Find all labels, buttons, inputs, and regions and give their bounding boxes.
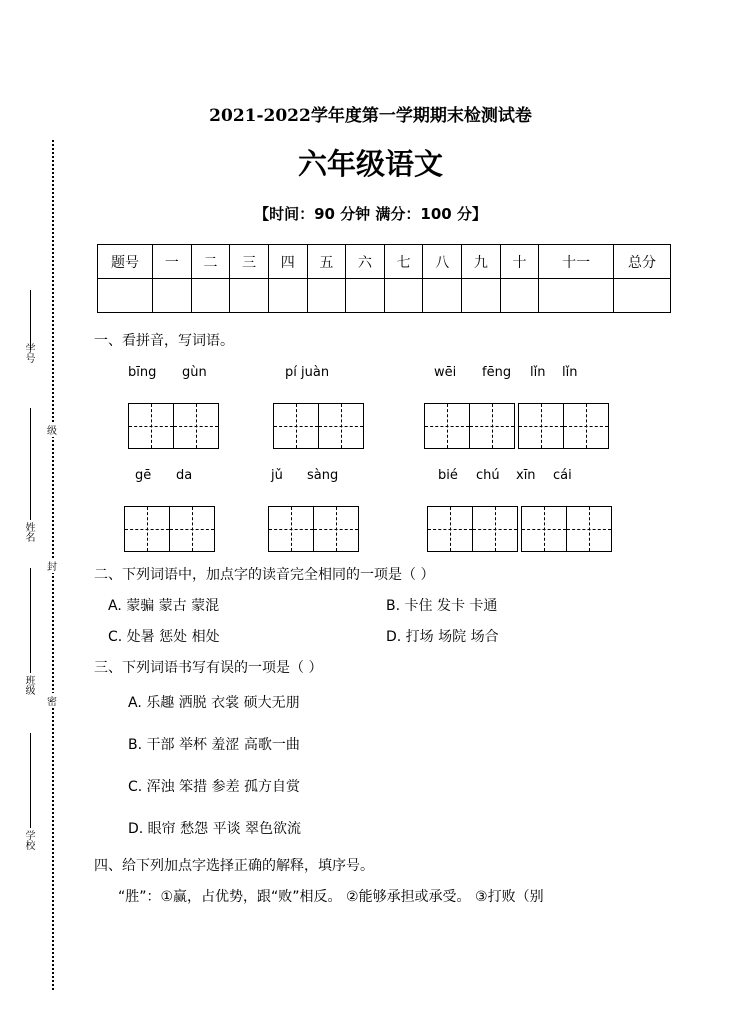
score-entry-cell[interactable]	[614, 279, 671, 313]
time-info: 【时间：90 分钟 满分：100 分】	[254, 205, 487, 223]
pinyin: sàng	[307, 468, 339, 483]
score-header-cell: 五	[307, 245, 346, 279]
score-entry-cell[interactable]	[346, 279, 385, 313]
score-table-header-row	[98, 245, 671, 279]
score-header-cell: 三	[230, 245, 269, 279]
writing-grid[interactable]	[521, 506, 612, 552]
score-header-cell: 七	[384, 245, 423, 279]
section2-option-d: D. 打场 场院 场合	[386, 629, 499, 645]
pinyin: lǐn	[530, 365, 546, 380]
writing-grid[interactable]	[128, 403, 219, 449]
class-line	[30, 568, 31, 673]
score-entry-cell[interactable]	[462, 279, 501, 313]
pinyin: gē	[135, 468, 152, 483]
section3-option-b: B. 干部 举杯 羞涩 高歌一曲	[128, 737, 300, 753]
score-entry-cell[interactable]	[307, 279, 346, 313]
score-header-cell: 十一	[539, 245, 614, 279]
score-entry-cell[interactable]	[268, 279, 307, 313]
pinyin: bié	[438, 468, 458, 483]
pinyin: lǐn	[562, 365, 578, 380]
student-id-line	[30, 290, 31, 350]
writing-grid[interactable]	[124, 506, 215, 552]
pinyin: fēng	[482, 365, 512, 380]
pinyin: pí juàn	[285, 365, 330, 380]
score-header-cell: 题号	[98, 245, 153, 279]
student-id-label: 学号	[23, 343, 34, 363]
pinyin: da	[176, 468, 193, 483]
pinyin: gùn	[182, 365, 207, 380]
score-header-cell: 一	[153, 245, 192, 279]
score-header-cell: 八	[423, 245, 462, 279]
pinyin: chú	[476, 468, 500, 483]
pinyin: xīn	[516, 468, 536, 483]
section2-option-b: B. 卡住 发卡 卡通	[386, 598, 498, 614]
seal-char-mi: 密	[47, 693, 57, 708]
writing-grid[interactable]	[268, 506, 359, 552]
score-entry-cell[interactable]	[98, 279, 153, 313]
name-label: 姓名	[23, 522, 34, 542]
pinyin: cái	[553, 468, 572, 483]
writing-grid[interactable]	[273, 403, 364, 449]
section4-line1: “胜”：①赢，占优势，跟“败”相反。 ②能够承担或承受。 ③打败（别	[118, 889, 544, 905]
section3-option-a: A. 乐趣 洒脱 衣裳 硕大无朋	[128, 695, 300, 711]
score-header-cell: 总分	[614, 245, 671, 279]
score-header-cell: 十	[500, 245, 539, 279]
score-entry-cell[interactable]	[191, 279, 230, 313]
writing-grid[interactable]	[518, 403, 609, 449]
section3-title: 三、下列词语书写有误的一项是（ ）	[94, 660, 323, 676]
writing-grid[interactable]	[427, 506, 518, 552]
score-entry-cell[interactable]	[153, 279, 192, 313]
writing-grid[interactable]	[424, 403, 515, 449]
pinyin: wēi	[434, 365, 457, 380]
school-line	[30, 733, 31, 828]
section2-option-a: A. 蒙骗 蒙古 蒙混	[108, 598, 220, 614]
section2-option-c: C. 处暑 惩处 相处	[108, 629, 220, 645]
section4-title: 四、给下列加点字选择正确的解释，填序号。	[94, 858, 374, 874]
score-header-cell: 四	[268, 245, 307, 279]
score-table-entry-row	[98, 279, 671, 313]
score-table	[97, 244, 671, 313]
section3-option-c: C. 浑浊 笨措 参差 孤方自赏	[128, 779, 301, 795]
score-header-cell: 二	[191, 245, 230, 279]
pinyin: jǔ	[271, 468, 283, 483]
exam-title: 2021-2022学年度第一学期期末检测试卷	[209, 106, 532, 126]
school-label: 学校	[23, 830, 34, 850]
section3-option-d: D. 眼帘 愁怨 平谈 翠色欲流	[128, 821, 302, 837]
name-line	[30, 408, 31, 520]
score-header-cell: 六	[346, 245, 385, 279]
score-entry-cell[interactable]	[539, 279, 614, 313]
score-entry-cell[interactable]	[230, 279, 269, 313]
score-header-cell: 九	[462, 245, 501, 279]
score-entry-cell[interactable]	[423, 279, 462, 313]
seal-char-ji: 级	[47, 422, 57, 437]
section2-title: 二、下列词语中，加点字的读音完全相同的一项是（ ）	[94, 567, 435, 583]
class-label: 班级	[23, 675, 34, 695]
grade-title: 六年级语文	[297, 147, 443, 181]
seal-char-feng: 封	[47, 558, 57, 573]
pinyin: bīng	[128, 365, 157, 380]
score-entry-cell[interactable]	[384, 279, 423, 313]
score-entry-cell[interactable]	[500, 279, 539, 313]
section1-title: 一、看拼音，写词语。	[94, 333, 234, 349]
